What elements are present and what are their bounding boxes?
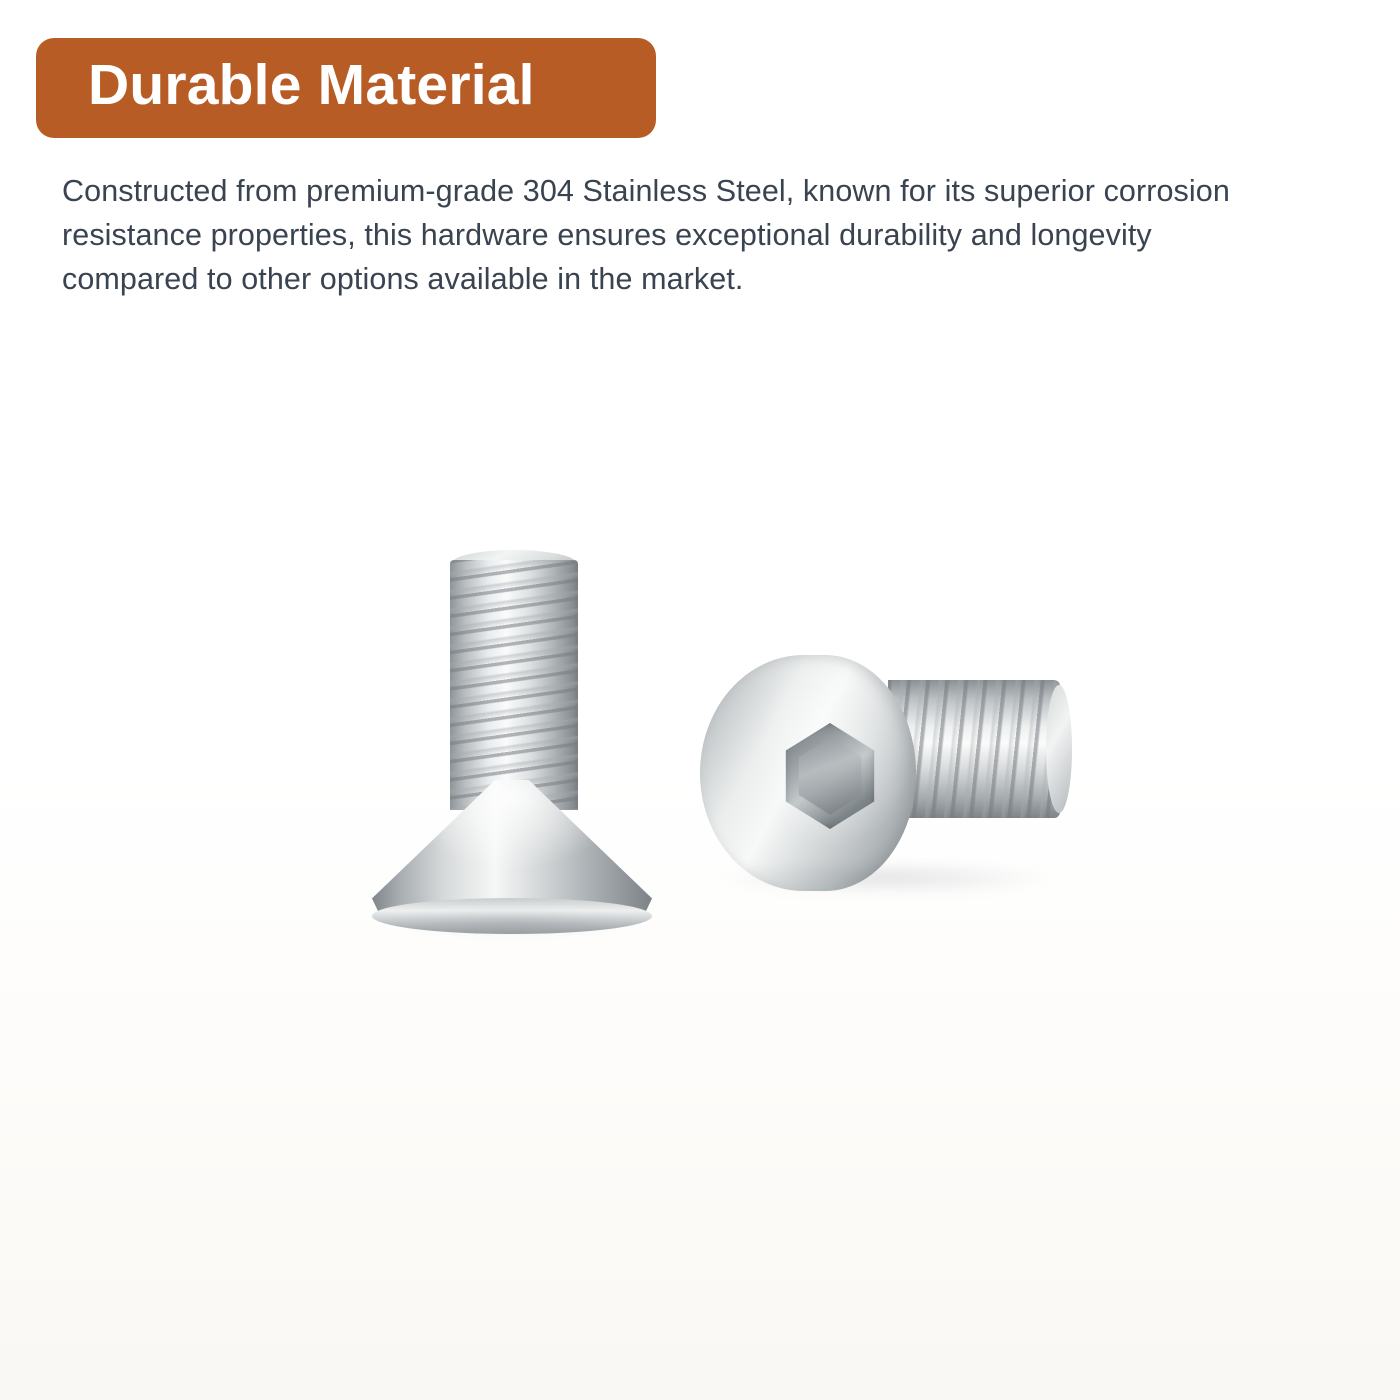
screw-threaded-shaft	[450, 560, 578, 810]
screw-drop-shadow	[392, 910, 632, 936]
screw-shaft-end-face	[1046, 685, 1072, 813]
countersunk-screw-upright	[372, 550, 652, 950]
feature-badge	[36, 38, 656, 138]
countersunk-screw-lying	[690, 655, 1080, 905]
screw-drop-shadow	[720, 861, 1050, 895]
feature-description: Constructed from premium-grade 304 Stainless Steel, known for its superior corrosion resistance properties, this hardware ensures exceptional durability and longevity compared to other options available in the market.	[62, 174, 1230, 296]
product-photo	[0, 470, 1400, 1070]
feature-badge-title: Durable Material	[88, 53, 535, 117]
